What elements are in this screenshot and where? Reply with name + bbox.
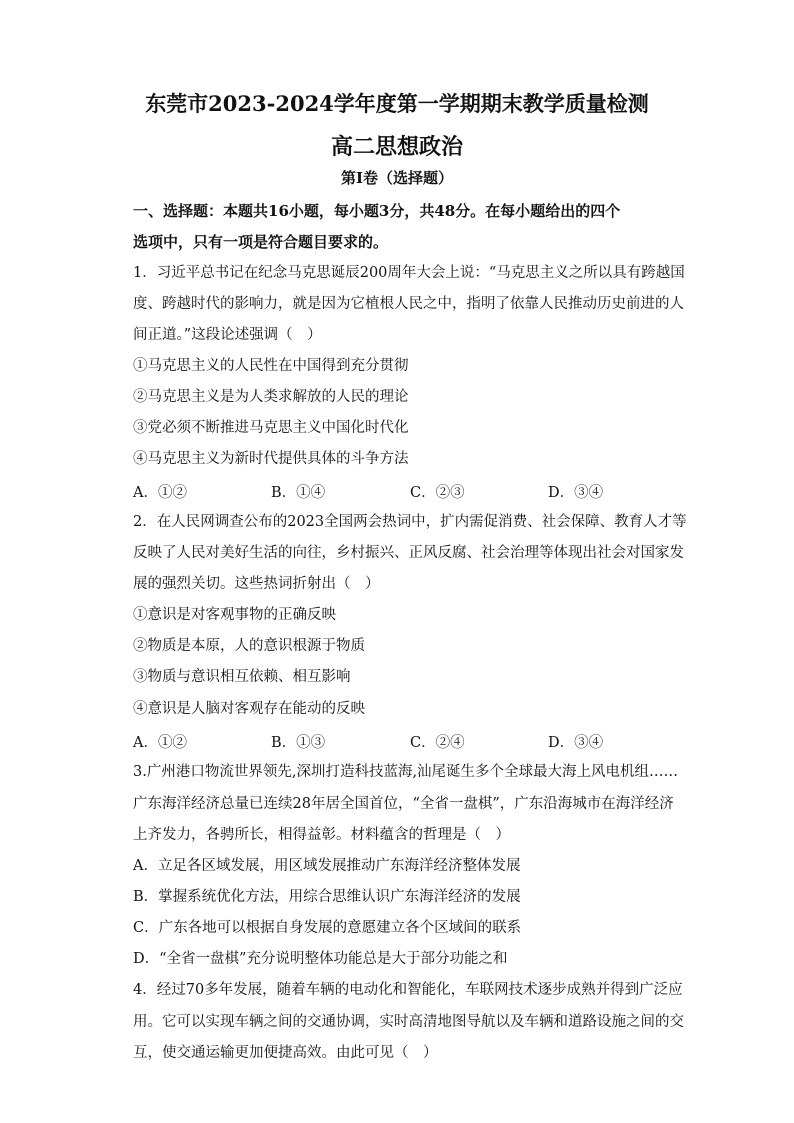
q3-stem-line-2: 广东海洋经济总量已连续28年居全国首位，“全省一盘棋”，广东沿海城市在海洋经济 [133,796,674,812]
q1-option-a: A．①② [133,485,187,501]
q1-item-1: ①马克思主义的人民性在中国得到充分贯彻 [133,358,409,374]
q3-choice-c: C．广东各地可以根据自身发展的意愿建立各个区域间的联系 [133,920,522,936]
q2-option-b: B．①③ [271,735,326,751]
q3-choice-b: B．掌握系统优化方法，用综合思维认识广东海洋经济的发展 [133,889,521,905]
q2-option-a: A．①② [133,735,187,751]
q1-option-b: B．①④ [271,485,326,501]
q2-item-3: ③物质与意识相互依赖、相互影响 [133,669,351,685]
q1-option-c: C．②③ [410,485,465,501]
q2-stem-line-2: 反映了人民对美好生活的向往，乡村振兴、正风反腐、社会治理等体现出社会对国家发 [133,545,684,561]
q1-stem-line-3: 间正道。”这段论述强调（ ） [133,327,322,343]
q1-item-4: ④马克思主义为新时代提供具体的斗争方法 [133,451,409,467]
q2-option-c: C．②④ [410,735,465,751]
q2-options [133,731,668,751]
section-title: 第Ⅰ卷（选择题） [340,169,454,187]
subject-title: 高二思想政治 [330,134,463,160]
instructions-line-1: 一、选择题：本题共16小题，每小题3分，共48分。在每小题给出的四个 [133,202,621,220]
q4-stem-line-1: 4．经过70多年发展，随着车辆的电动化和智能化，车联网技术逐步成熟并得到广泛应 [133,982,683,998]
q2-item-2: ②物质是本原，人的意识根源于物质 [133,638,365,654]
q3-stem-line-1: 3.广州港口物流世界领先,深圳打造科技蓝海,汕尾诞生多个全球最大海上风电机组…… [133,764,679,780]
q1-item-3: ③党必须不断推进马克思主义中国化时代化 [133,420,409,436]
instructions-line-2: 选项中，只有一项是符合题目要求的。 [133,233,389,251]
q4-stem-line-2: 用。它可以实现车辆之间的交通协调，实时高清地图导航以及车辆和道路设施之间的交 [133,1014,684,1030]
exam-title: 东莞市2023-2024学年度第一学期期末教学质量检测 [145,91,649,116]
q3-stem-line-3: 上齐发力，各骋所长，相得益彰。材料蕴含的哲理是（ ） [133,827,510,843]
q2-stem-line-3: 展的强烈关切。这些热词折射出（ ） [133,576,380,592]
q1-options [133,481,668,501]
q2-item-4: ④意识是人脑对客观存在能动的反映 [133,701,365,717]
q3-choice-d: D．“全省一盘棋”充分说明整体功能总是大于部分功能之和 [133,951,508,967]
q1-item-2: ②马克思主义是为人类求解放的人民的理论 [133,389,409,405]
q2-option-d: D．③④ [548,735,604,751]
q2-stem-line-1: 2．在人民网调查公布的2023全国两会热词中，扩内需促消费、社会保障、教育人才等 [133,514,687,530]
q2-item-1: ①意识是对客观事物的正确反映 [133,607,336,623]
q1-option-d: D．③④ [548,485,604,501]
q1-stem-line-2: 度、跨越时代的影响力，就是因为它植根人民之中，指明了依靠人民推动历史前进的人 [133,296,684,312]
q1-stem-line-1: 1．习近平总书记在纪念马克思诞辰200周年大会上说：“马克思主义之所以具有跨越国 [133,265,685,281]
q4-stem-line-3: 互，使交通运输更加便捷高效。由此可见（ ） [133,1045,438,1061]
q3-choice-a: A．立足各区域发展，用区域发展推动广东海洋经济整体发展 [133,858,521,874]
